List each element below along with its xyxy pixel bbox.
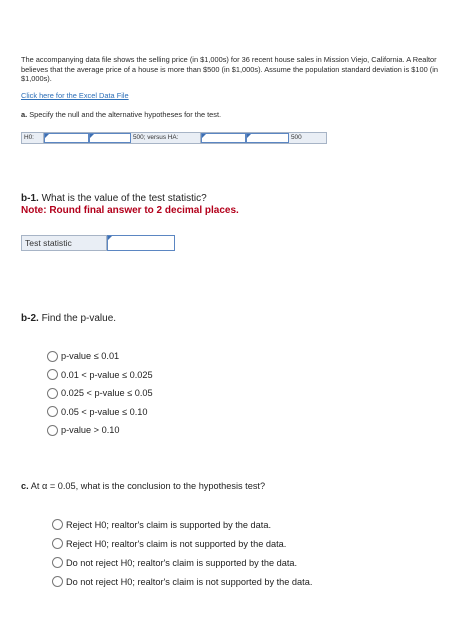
part-c-question: At α = 0.05, what is the conclusion to the hypothesis test?: [30, 481, 266, 491]
intro-text: The accompanying data file shows the selling price (in $1,000s) for 36 recent house sales in Mission Viejo, California. A Realtor believes that the average price of a house is more than $500 (in $1,000s). Assume the population standard deviation is $100 (in $1,000s).: [21, 55, 439, 84]
p-value-option[interactable]: [47, 421, 153, 440]
radio-button[interactable]: [52, 519, 63, 530]
option-label: Do not reject H0; realtor's claim is supported by the data.: [66, 557, 298, 568]
part-b2-label: b-2.: [21, 313, 39, 324]
p-value-option[interactable]: [47, 384, 153, 403]
option-label: p-value ≤ 0.01: [61, 351, 120, 362]
part-b1-label: b-1.: [21, 193, 39, 204]
ha-value: 500: [291, 134, 302, 141]
option-label: 0.01 < p-value ≤ 0.025: [61, 369, 153, 380]
ha-parameter-select[interactable]: [201, 133, 246, 143]
option-label: 0.05 < p-value ≤ 0.10: [61, 406, 148, 417]
rounding-note: Note: Round final answer to 2 decimal places.: [21, 205, 239, 216]
test-statistic-input[interactable]: [107, 235, 175, 251]
ha-operator-select[interactable]: [246, 133, 289, 143]
part-b2-prompt: [21, 313, 116, 324]
option-label: 0.025 < p-value ≤ 0.05: [61, 388, 153, 399]
h0-operator-select[interactable]: [89, 133, 131, 143]
conclusion-option[interactable]: [52, 515, 312, 534]
radio-button[interactable]: [47, 388, 58, 399]
part-a-prompt: [21, 110, 221, 119]
radio-button[interactable]: [47, 425, 58, 436]
h0-parameter-select[interactable]: [44, 133, 89, 143]
p-value-option[interactable]: [47, 366, 153, 385]
radio-button[interactable]: [52, 576, 63, 587]
radio-button[interactable]: [52, 557, 63, 568]
option-label: Do not reject H0; realtor's claim is not supported by the data.: [66, 576, 313, 587]
test-statistic-label: Test statistic: [21, 235, 107, 251]
radio-button[interactable]: [47, 369, 58, 380]
part-b1-prompt: [21, 193, 239, 217]
part-a-label: a.: [21, 110, 28, 119]
conclusion-option[interactable]: [52, 553, 312, 572]
part-b1-question: What is the value of the test statistic?: [41, 193, 207, 204]
excel-data-link[interactable]: Click here for the Excel Data File: [21, 91, 129, 100]
radio-button[interactable]: [47, 406, 58, 417]
p-value-options: [47, 347, 153, 440]
h0-label: H0:: [22, 133, 44, 143]
conclusion-option[interactable]: [52, 572, 312, 591]
part-a-question: Specify the null and the alternative hypotheses for the test.: [29, 110, 222, 119]
option-label: p-value > 0.10: [61, 425, 120, 436]
p-value-option[interactable]: [47, 347, 153, 366]
radio-button[interactable]: [47, 351, 58, 362]
option-label: Reject H0; realtor's claim is supported by the data.: [66, 519, 271, 530]
hypothesis-middle-text: 500; versus HA:: [131, 133, 201, 143]
conclusion-option[interactable]: [52, 534, 312, 553]
test-statistic-row: [21, 235, 175, 251]
part-c-prompt: [21, 481, 265, 491]
hypotheses-row: [21, 132, 327, 144]
part-b2-question: Find the p-value.: [41, 313, 117, 324]
part-c-label: c.: [21, 481, 29, 491]
conclusion-options: [52, 515, 312, 591]
p-value-option[interactable]: [47, 403, 153, 422]
option-label: Reject H0; realtor's claim is not supported by the data.: [66, 538, 287, 549]
radio-button[interactable]: [52, 538, 63, 549]
